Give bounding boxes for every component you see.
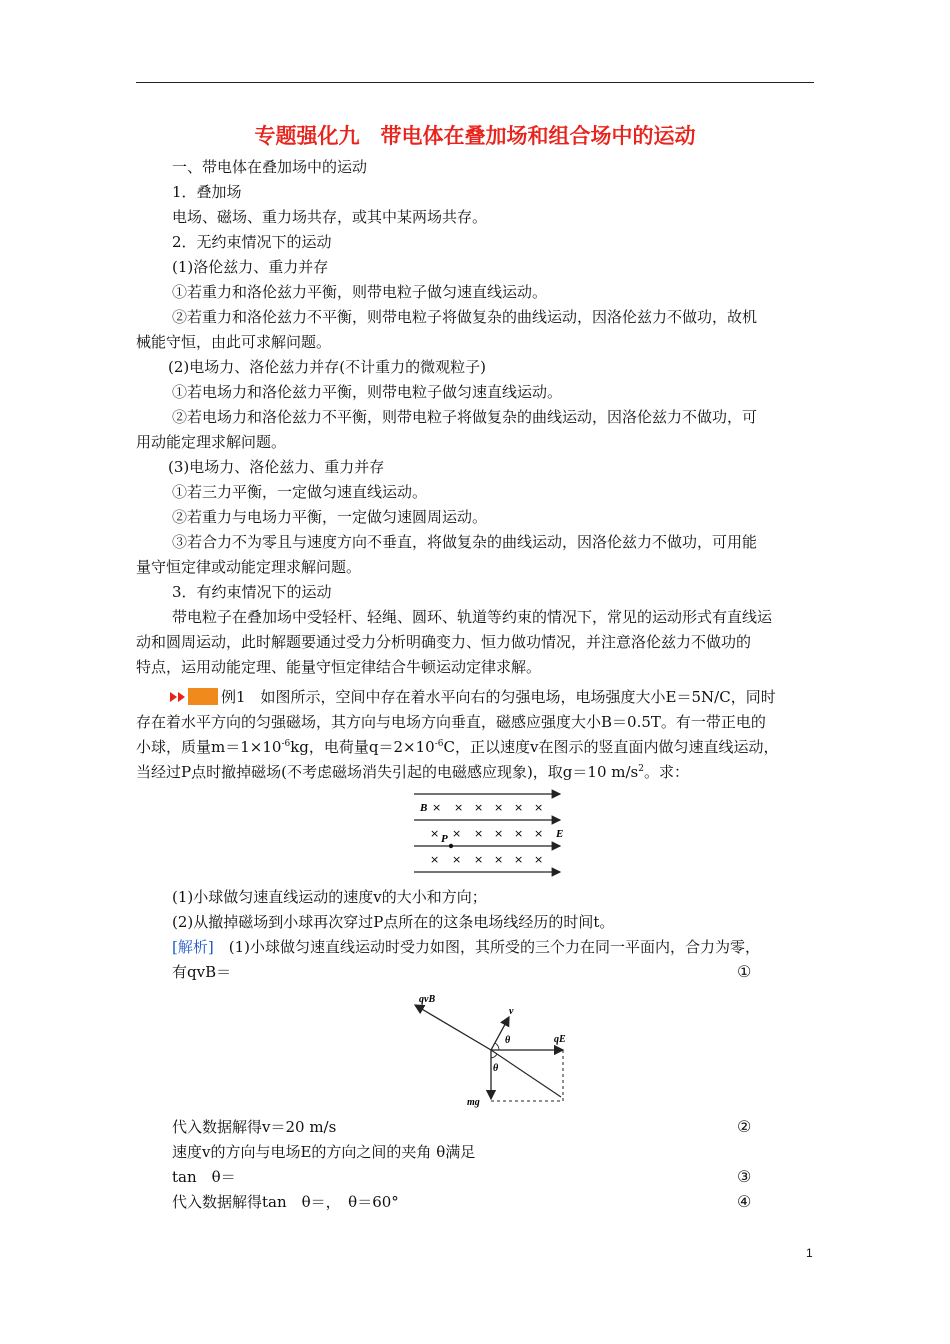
paragraph-line: 特点，运用动能定理、能量守恒定律结合牛顿运动定律求解。: [136, 658, 542, 676]
example-line: 例1 如图所示，空间中存在着水平向右的匀强电场，电场强度大小E＝5N/C，同时: [221, 688, 776, 706]
equation-marker: ②: [737, 1117, 752, 1136]
cross-mark: ×: [454, 801, 464, 814]
paragraph-line: (2)电场力、洛伦兹力并存(不计重力的微观粒子): [168, 358, 486, 376]
solution-tag: [解析]: [172, 938, 214, 956]
paragraph-line: ①若重力和洛伦兹力平衡，则带电粒子做匀速直线运动。: [172, 283, 548, 301]
paragraph-line: 3．有约束情况下的运动: [172, 583, 332, 601]
example-tag-icon: [188, 688, 218, 705]
paragraph-line: 带电粒子在叠加场中受轻杆、轻绳、圆环、轨道等约束的情况下，常见的运动形式有直线运: [172, 608, 773, 626]
question-line: (1)小球做匀速直线运动的速度v的大小和方向；: [172, 888, 487, 906]
cross-mark: ×: [432, 801, 442, 814]
solution-line: 代入数据解得tan θ＝， θ＝60°: [172, 1193, 399, 1211]
header-rule: [136, 82, 814, 83]
label-v: v: [509, 1006, 514, 1017]
paragraph-line: 1．叠加场: [172, 183, 242, 201]
label-qvB: qvB: [419, 994, 436, 1005]
equation-marker: ④: [737, 1192, 752, 1211]
section-heading: 一、带电体在叠加场中的运动: [172, 158, 368, 176]
cross-mark: ×: [452, 827, 462, 840]
question-line: (2)从撤掉磁场到小球再次穿过P点所在的这条电场线经历的时间t。: [172, 913, 615, 931]
cross-mark: ×: [514, 801, 524, 814]
example-line: 存在着水平方向的匀强磁场，其方向与电场方向垂直，磁感应强度大小B＝0.5T。有一带正电的: [136, 713, 766, 731]
solution-line: 代入数据解得v＝20 m/s: [172, 1118, 337, 1136]
solution-line: 有qvB＝: [172, 963, 232, 981]
solution-line: 速度v的方向与电场E的方向之间的夹角 θ满足: [172, 1143, 476, 1161]
paragraph-line: 用动能定理求解问题。: [136, 433, 287, 451]
paragraph-line: (3)电场力、洛伦兹力、重力并存: [168, 458, 385, 476]
label-theta: θ: [505, 1035, 511, 1046]
cross-mark: ×: [494, 853, 504, 866]
paragraph-line: ①若三力平衡，一定做匀速直线运动。: [172, 483, 428, 501]
page-number: 1: [806, 1246, 813, 1260]
paragraph-line: ②若电场力和洛伦兹力不平衡，则带电粒子将做复杂的曲线运动，因洛伦兹力不做功，可: [172, 408, 758, 426]
point-P: [449, 844, 453, 848]
force-diagram: [405, 985, 585, 1111]
cross-mark: ×: [430, 827, 440, 840]
angle-arc: [495, 1043, 499, 1050]
cross-mark: ×: [474, 827, 484, 840]
equation-marker: ①: [737, 962, 752, 981]
cross-mark: ×: [494, 827, 504, 840]
label-theta: θ: [493, 1063, 499, 1074]
paragraph-line: 2．无约束情况下的运动: [172, 233, 332, 251]
cross-mark: ×: [430, 853, 440, 866]
cross-mark: ×: [474, 853, 484, 866]
solution-line: tan θ＝: [172, 1168, 236, 1186]
field-diagram: [410, 786, 570, 878]
label-B: B: [420, 802, 428, 814]
paragraph-line: 动和圆周运动，此时解题要通过受力分析明确变力、恒力做功情况，并注意洛伦兹力不做功的: [136, 633, 752, 651]
angle-arc: [491, 1054, 497, 1058]
force-qvB: [415, 1005, 491, 1050]
equation-marker: ③: [737, 1167, 752, 1186]
label-mg: mg: [467, 1097, 480, 1108]
label-E: E: [556, 828, 564, 840]
paragraph-line: 量守恒定律或动能定理求解问题。: [136, 558, 362, 576]
cross-mark: ×: [474, 801, 484, 814]
example-line: 当经过P点时撤掉磁场(不考虑磁场消失引起的电磁感应现象)，取g＝10 $m/s^2$。求：: [136, 763, 689, 781]
resultant-line: [491, 1050, 561, 1097]
solution-line: [解析] (1)小球做匀速直线运动时受力如图，其所受的三个力在同一平面内，合力为零，: [172, 938, 760, 956]
cross-mark: ×: [514, 827, 524, 840]
paragraph-line: 械能守恒，由此可求解问题。: [136, 333, 332, 351]
page-title: 专题强化九 带电体在叠加场和组合场中的运动: [254, 124, 696, 148]
cross-mark: ×: [534, 801, 544, 814]
cross-mark: ×: [452, 853, 462, 866]
paragraph-line: ②若重力和洛伦兹力不平衡，则带电粒子将做复杂的曲线运动，因洛伦兹力不做功，故机: [172, 308, 758, 326]
label-P: P: [441, 833, 448, 845]
label-qE: qE: [554, 1034, 566, 1045]
paragraph-line: (1)洛伦兹力、重力并存: [172, 258, 329, 276]
cross-mark: ×: [494, 801, 504, 814]
example-arrow-icon: [170, 691, 188, 703]
paragraph-line: ①若电场力和洛伦兹力平衡，则带电粒子做匀速直线运动。: [172, 383, 563, 401]
example-line: 小球，质量$m=1\times 10^{-6}kg$，电荷量$q=2\times 10^{-6}C$，正以速度v在图示的竖直面内做匀速直线运动，: [136, 738, 779, 756]
paragraph-line: ②若重力与电场力平衡，一定做匀速圆周运动。: [172, 508, 488, 526]
cross-mark: ×: [514, 853, 524, 866]
cross-mark: ×: [534, 827, 544, 840]
cross-mark: ×: [534, 853, 544, 866]
paragraph-line: 电场、磁场、重力场共存，或其中某两场共存。: [172, 208, 488, 226]
paragraph-line: ③若合力不为零且与速度方向不垂直，将做复杂的曲线运动，因洛伦兹力不做功，可用能: [172, 533, 758, 551]
